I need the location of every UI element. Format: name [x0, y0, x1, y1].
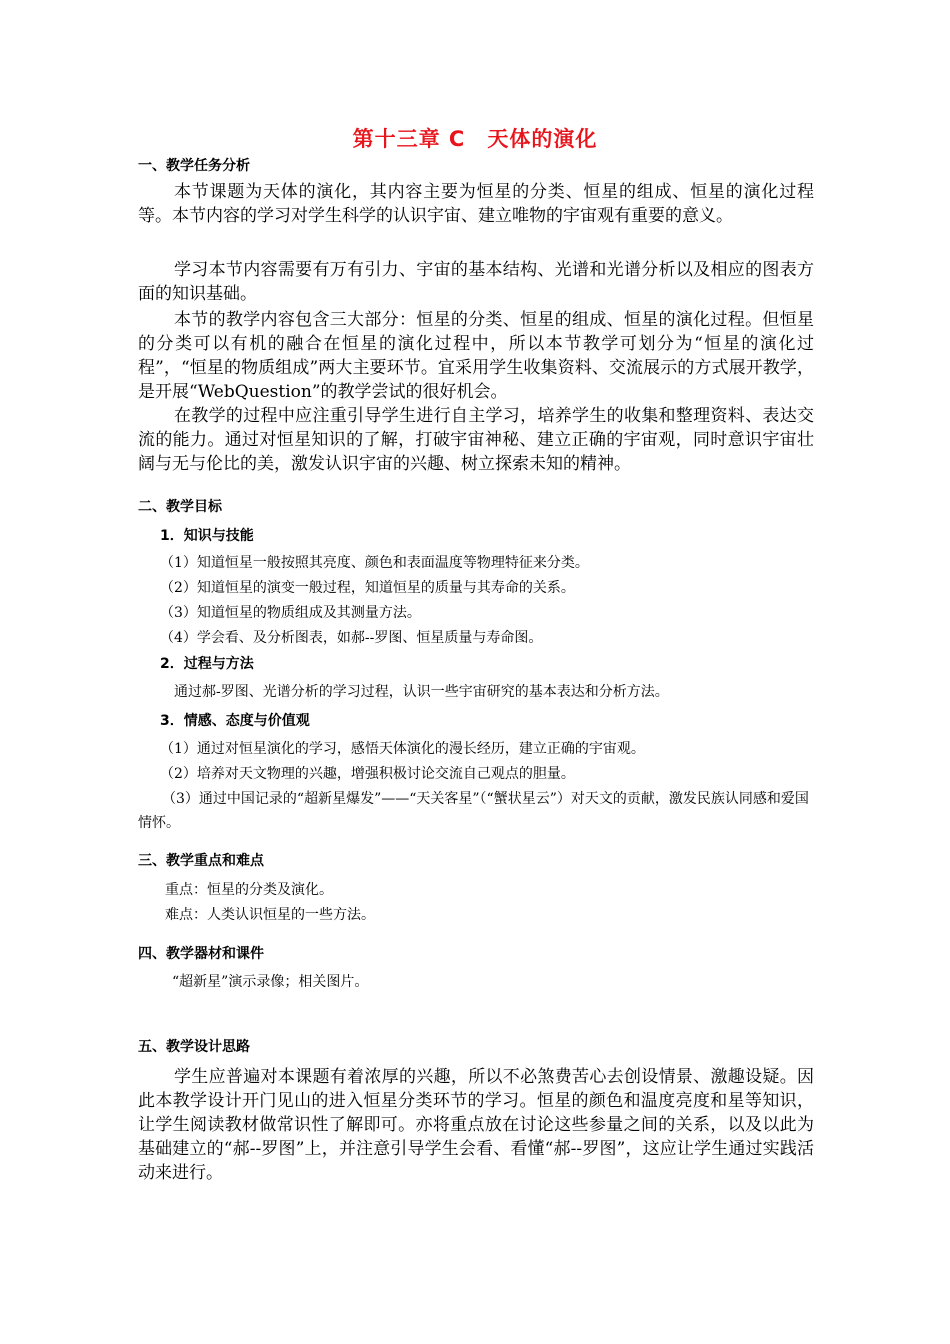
- paragraph: 在教学的过程中应注重引导学生进行自主学习，培养学生的收集和整理资料、表达交流的能力。通过对恒星知识的了解，打破宇宙神秘、建立正确的宇宙观，同时意识宇宙壮阔与无与伦比的美，激发认识宇宙的兴趣、树立探索未知的精神。: [138, 406, 814, 474]
- difficulty-point: 难点：人类认识恒星的一些方法。: [165, 907, 375, 923]
- goal-item: （3）通过中国记录的“超新星爆发”——“天关客星”（“蟹状星云”）对天文的贡献，激发民族认同感和爱国情怀。: [138, 791, 809, 831]
- section-heading-task-analysis: 一、教学任务分析: [138, 158, 250, 174]
- goal-item: （1）知道恒星一般按照其亮度、颜色和表面温度等物理特征来分类。: [160, 555, 589, 571]
- goal-item: （4）学会看、及分析图表，如郝--罗图、恒星质量与寿命图。: [160, 630, 543, 646]
- goal-text: 通过郝-罗图、光谱分析的学习过程，认识一些宇宙研究的基本表达和分析方法。: [174, 684, 669, 700]
- goal-item: （2）知道恒星的演变一般过程，知道恒星的质量与其寿命的关系。: [160, 580, 575, 596]
- subheading-process-method: 2．过程与方法: [160, 656, 254, 672]
- paragraph: 学习本节内容需要有万有引力、宇宙的基本结构、光谱和光谱分析以及相应的图表方面的知识基础。: [138, 260, 814, 304]
- goal-item: （3）知道恒星的物质组成及其测量方法。: [160, 605, 421, 621]
- chapter-title: 第十三章 C 天体的演化: [352, 127, 598, 151]
- paragraph: 学生应普遍对本课题有着浓厚的兴趣，所以不必煞费苦心去创设情景、激趣设疑。因此本教学设计开门见山的进入恒星分类环节的学习。恒星的颜色和温度亮度和星等知识，让学生阅读教材做常识性了解即可。亦将重点放在讨论这些参量之间的关系，以及以此为基础建立的“郝--罗图”上，并注意引导学生会看、看懂“郝--罗图”，这应让学生通过实践活动来进行。: [138, 1067, 814, 1183]
- section-heading-teaching-goals: 二、教学目标: [138, 499, 222, 515]
- subheading-knowledge-skills: 1．知识与技能: [160, 528, 254, 544]
- equipment-text: “超新星”演示录像；相关图片。: [172, 974, 369, 990]
- goal-item: （1）通过对恒星演化的学习，感悟天体演化的漫长经历，建立正确的宇宙观。: [160, 741, 645, 757]
- paragraph: 本节的教学内容包含三大部分：恒星的分类、恒星的组成、恒星的演化过程。但恒星的分类可以有机的融合在恒星的演化过程中，所以本节教学可划分为“恒星的演化过程”，“恒星的物质组成”两大主要环节。宜采用学生收集资料、交流展示的方式展开教学，是开展“WebQuestion”的教学尝试的很好机会。: [138, 310, 814, 402]
- section-heading-design-idea: 五、教学设计思路: [138, 1039, 250, 1055]
- subheading-attitude-values: 3．情感、态度与价值观: [160, 713, 310, 729]
- paragraph: 本节课题为天体的演化，其内容主要为恒星的分类、恒星的组成、恒星的演化过程等。本节内容的学习对学生科学的认识宇宙、建立唯物的宇宙观有重要的意义。: [138, 182, 814, 226]
- section-heading-key-difficulty: 三、教学重点和难点: [138, 853, 264, 869]
- goal-item: （2）培养对天文物理的兴趣，增强积极讨论交流自己观点的胆量。: [160, 766, 575, 782]
- section-heading-equipment: 四、教学器材和课件: [138, 946, 264, 962]
- key-point: 重点：恒星的分类及演化。: [165, 882, 333, 898]
